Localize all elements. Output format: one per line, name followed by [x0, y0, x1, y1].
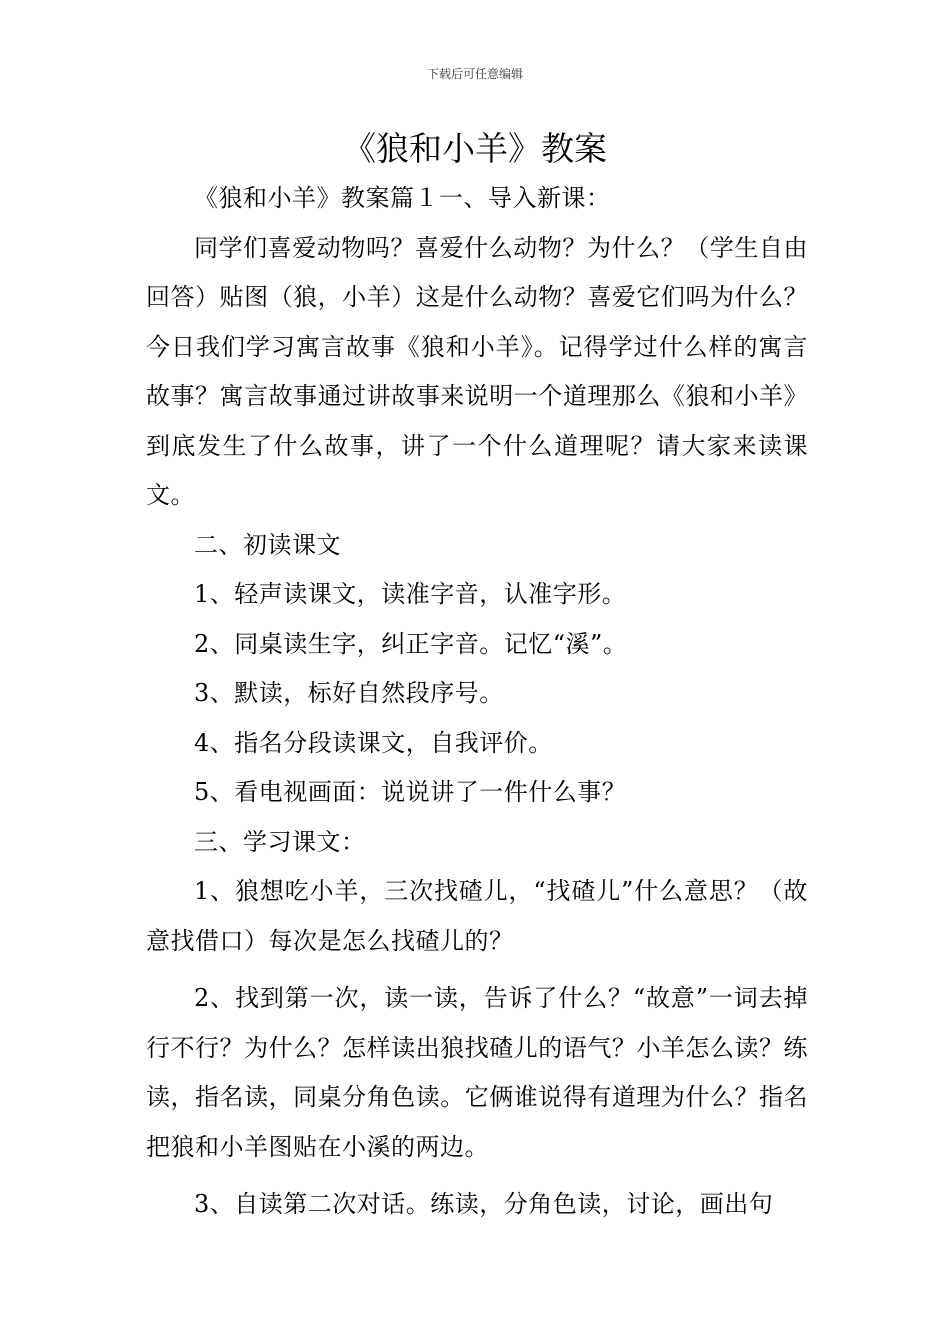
list-item: 1、狼想吃小羊，三次找碴儿，“找碴儿”什么意思？（故意找借口）每次是怎么找碴儿的？ — [146, 877, 808, 955]
list-item: 3、默读，标好自然段序号。 — [194, 679, 504, 707]
list-item: 4、指名分段读课文，自我评价。 — [194, 728, 553, 757]
list-item: 2、同桌读生字，纠正字音。记忆“溪”。 — [194, 629, 628, 658]
page-header-note: 下载后可任意编辑 — [426, 67, 523, 81]
section-heading-study-text: 三、学习课文： — [194, 827, 366, 856]
document-body — [146, 174, 808, 1230]
document-title: 《狼和小羊》教案 — [343, 129, 607, 168]
list-item: 5、看电视画面：说说讲了一件什么事？ — [194, 778, 627, 806]
paragraph-opening: 同学们喜爱动物吗？喜爱什么动物？为什么？（学生自由回答）贴图（狼，小羊）这是什么动物？喜爱它们吗为什么？今日我们学习寓言故事《狼和小羊》。记得学过什么样的寓言故事？寓言故事通过讲故事来说明一个道理那么《狼和小羊》到底发生了什么故事，讲了一个什么道理呢？请大家来读课文。 — [146, 233, 808, 509]
paragraph-intro: 《狼和小羊》教案篇１一、导入新课： — [194, 184, 611, 212]
section-heading-first-reading: 二、初读课文 — [194, 530, 341, 559]
list-item: 1、轻声读课文，读准字音，认准字形。 — [194, 580, 627, 608]
list-item: 2、找到第一次，读一读，告诉了什么？“故意”一词去掉行不行？为什么？怎样读出狼找碴儿的语气？小羊怎么读？练读，指名读，同桌分角色读。它俩谁说得有道理为什么？指名把狼和小羊图贴在小溪的两边。 — [146, 984, 808, 1161]
list-item: 3、自读第二次对话。练读，分角色读，讨论，画出句 — [194, 1190, 774, 1218]
